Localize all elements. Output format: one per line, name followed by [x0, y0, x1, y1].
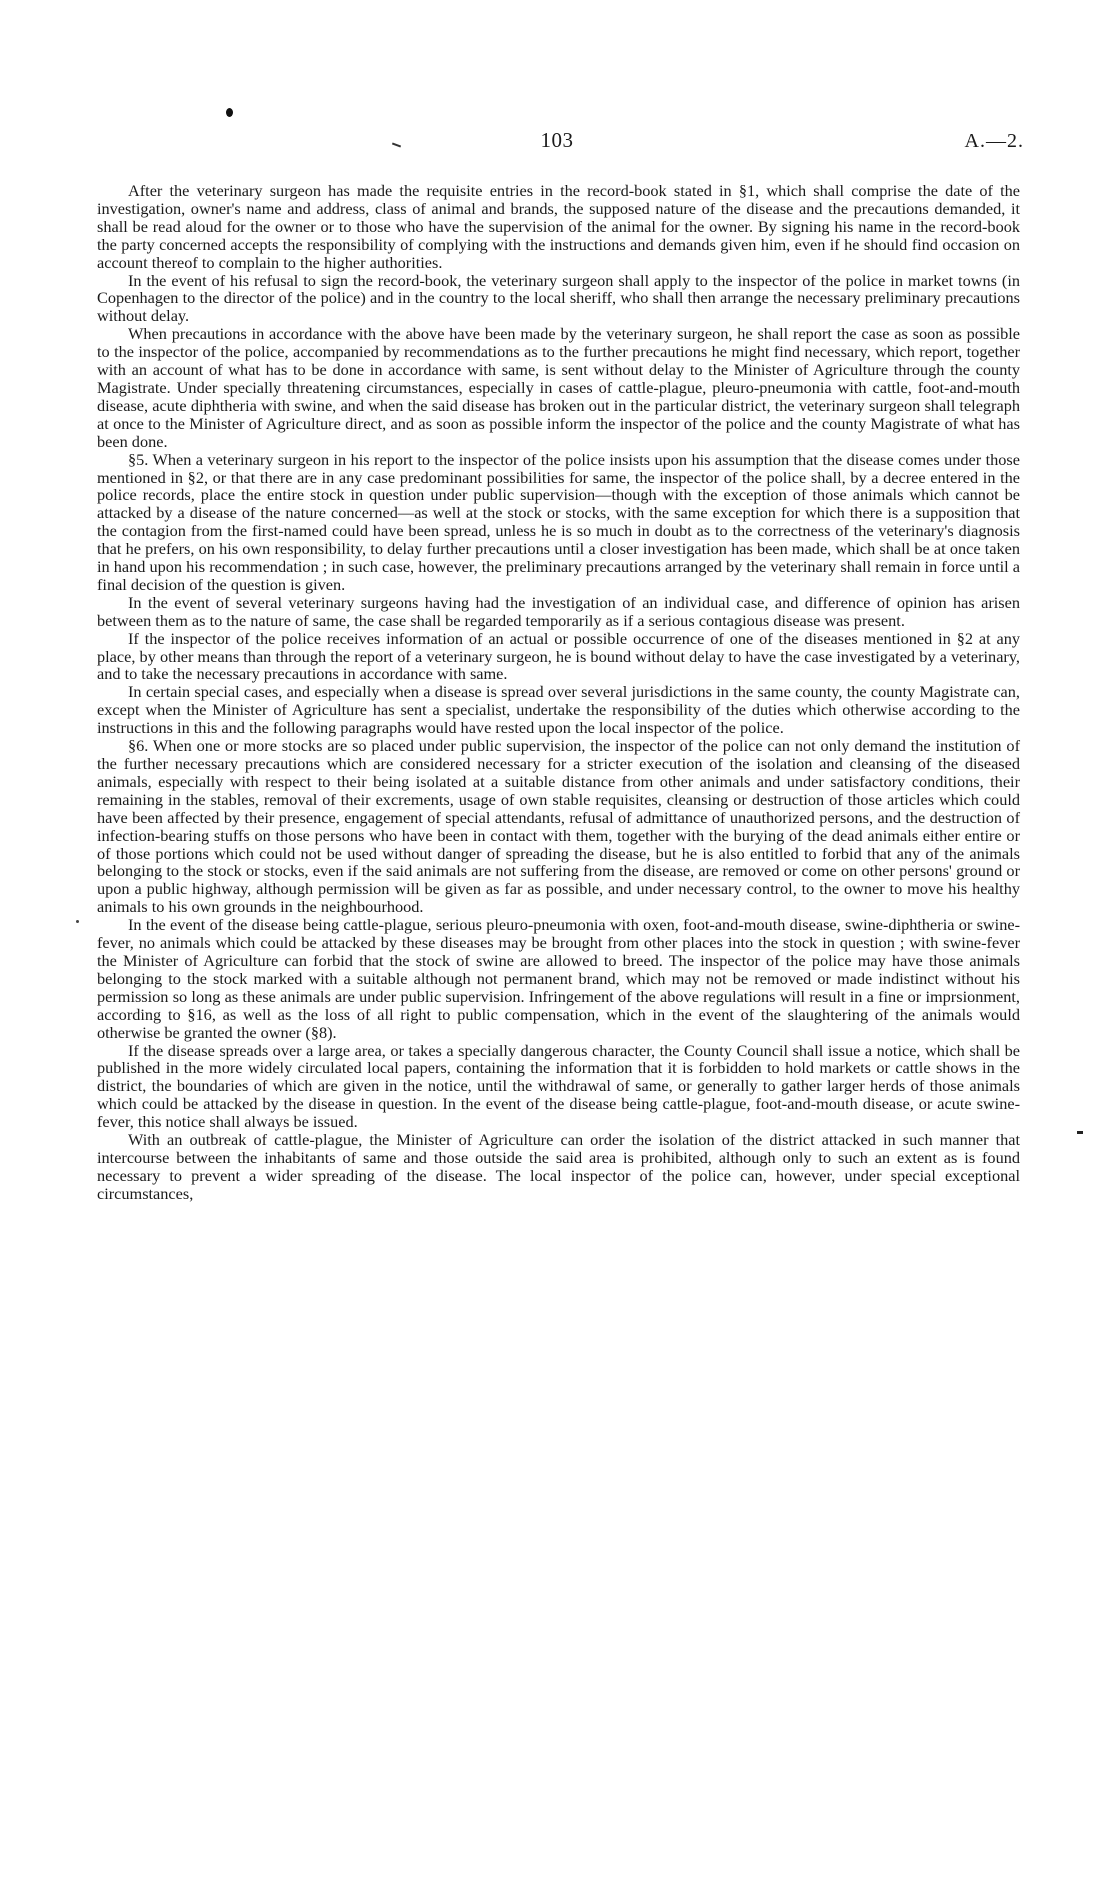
ink-speck-mark	[76, 920, 79, 923]
body-text	[97, 182, 1020, 1203]
page-header	[0, 128, 1114, 158]
document-reference: A.—2.	[964, 130, 1024, 152]
paragraph-refusal-to-sign: In the event of his refusal to sign the record-book, the veterinary surgeon shall apply to the inspector of the police in market towns (in Copenhagen to the director of the police) and in the country to the local sheriff, who shall then arrange the necessary preliminary precautions without delay.	[97, 270, 1020, 326]
paragraph-district-isolation: With an outbreak of cattle-plague, the Minister of Agriculture can order the isolation of the district attacked in such manner that intercourse between the inhabitants of same and those outside the said area is prohibited, although only to such an extent as is found necessary to prevent a wider spreading of the disease. The local inspector of the police can, however, under special exceptional circumstances,	[97, 1130, 1020, 1203]
paragraph-section-6: §6. When one or more stocks are so placed under public supervision, the inspector of the police can not only demand the institution of the further necessary precautions which are considered necessary for a stricter execution of the isolation and cleansing of the diseased animals, especially with respect to their being isolated at a suitable distance from other animals and under satisfactory conditions, their remaining in the stables, removal of their excrements, usage of own stable requisites, cleansing or destruction of those articles which could have been affected by their presence, engagement of special attendants, refusal of admittance of unauthorized persons, and the destruction of infection-bearing stuffs on those persons who have been in contact with them, together with the burying of the dead animals either entire or of those portions which could not be used without danger of spreading the disease, but he is also entitled to forbid that any of the animals belonging to the stock or stocks, even if the said animals are not suffering from the disease, are removed or come on other persons' ground or upon a public highway, although permission will be given as far as possible, and under necessary control, to the owner to move his healthy animals to his own grounds in the neighbourhood.	[97, 736, 1020, 917]
paragraph-county-council-notice: If the disease spreads over a large area, or takes a specially dangerous character, the County Council shall issue a notice, which shall be published in the more widely circulated local papers, containing the information that it is forbidden to hold markets or cattle shows in the district, the boundaries of which are given in the notice, until the withdrawal of same, or generally to gather larger herds of those animals which could be attacked by the disease in question. In the event of the disease being cattle-plague, foot-and-mouth disease, or acute swine-fever, this notice shall always be issued.	[97, 1040, 1020, 1132]
paragraph-special-cases: In certain special cases, and especially when a disease is spread over several jurisdictions in the same county, the county Magistrate can, except when the Minister of Agriculture has sent a specialist, undertake the responsibility of the duties which otherwise according to the instructions in this and the following paragraphs would have rested upon the local inspector of the police.	[97, 682, 1020, 738]
page-number: 103	[540, 128, 574, 152]
margin-dash-mark	[1077, 1131, 1083, 1134]
paragraph-record-book-entries: After the veterinary surgeon has made the requisite entries in the record-book stated in §1, which shall comprise the date of the investigation, owner's name and address, class of animal and brands, the supposed nature of the disease and the precautions demanded, it shall be read aloud for the owner or to those who have the supervision of the animal for the owner. By signing his name in the record-book the party concerned accepts the responsibility of complying with the instructions and demands given him, even if he should find occasion on account thereof to complain to the higher authorities.	[97, 181, 1020, 272]
paragraph-cattle-plague-restrictions: In the event of the disease being cattle-plague, serious pleuro-pneumonia with oxen, foot-and-mouth disease, swine-diphtheria or swine-fever, no animals which could be attacked by these diseases may be brought from other places into the stock in question ; with swine-fever the Minister of Agriculture can forbid that the stock of swine are allowed to breed. The inspector of the police may have those animals belonging to the stock marked with a suitable although not permanent brand, which may not be removed or made indistinct without his permission so long as these animals are under public supervision. Infringement of the above regulations will result in a fine or imprsionment, according to §16, as well as the loss of all right to public compensation, which in the event of the slaughtering of the animals would otherwise be granted the owner (§8).	[97, 915, 1020, 1042]
paragraph-difference-of-opinion: In the event of several veterinary surgeons having had the investigation of an individual case, and difference of opinion has arisen between them as to the nature of same, the case shall be regarded temporarily as if a serious contagious disease was present.	[97, 592, 1020, 630]
paragraph-report-to-police: When precautions in accordance with the above have been made by the veterinary surgeon, he shall report the case as soon as possible to the inspector of the police, accompanied by recommendations as to the further precautions he might find necessary, which report, together with an account of what has to be done in accordance with same, is sent without delay to the Minister of Agriculture through the county Magistrate. Under specially threatening circumstances, especially in cases of cattle-plague, pleuro-pneumonia with cattle, foot-and-mouth disease, acute diphtheria with swine, and when the said disease has broken out in the particular district, the veterinary surgeon shall telegraph at once to the Minister of Agriculture direct, and as soon as possible inform the inspector of the police and the county Magistrate of what has been done.	[97, 324, 1020, 451]
paragraph-section-5: §5. When a veterinary surgeon in his report to the inspector of the police insists upon his assumption that the disease comes under those mentioned in §2, or that there are in any case predominant possibilities for same, the inspector of the police shall, by a decree entered in the police records, place the entire stock in question under public supervision—though with the exception of those animals which cannot be attacked by a disease of the nature concerned—as well at the stock or stocks, with the same exception for which there is a supposition that the contagion from the first-named could have been spread, unless he is so much in doubt as to the correctness of the veterinary's diagnosis that he prefers, on his own responsibility, to delay further precautions until a closer investigation has been made, which shall be at once taken in hand upon his recommendation ; in such case, however, the preliminary precautions arranged by the veterinary shall remain in force until a final decision of the question is given.	[97, 449, 1020, 594]
paragraph-police-information: If the inspector of the police receives information of an actual or possible occurrence of one of the diseases mentioned in §2 at any place, by other means than through the report of a veterinary surgeon, he is bound without delay to have the case investigated by a veterinary, and to take the necessary precautions in accordance with same.	[97, 628, 1020, 684]
ink-dot-mark	[226, 108, 233, 117]
